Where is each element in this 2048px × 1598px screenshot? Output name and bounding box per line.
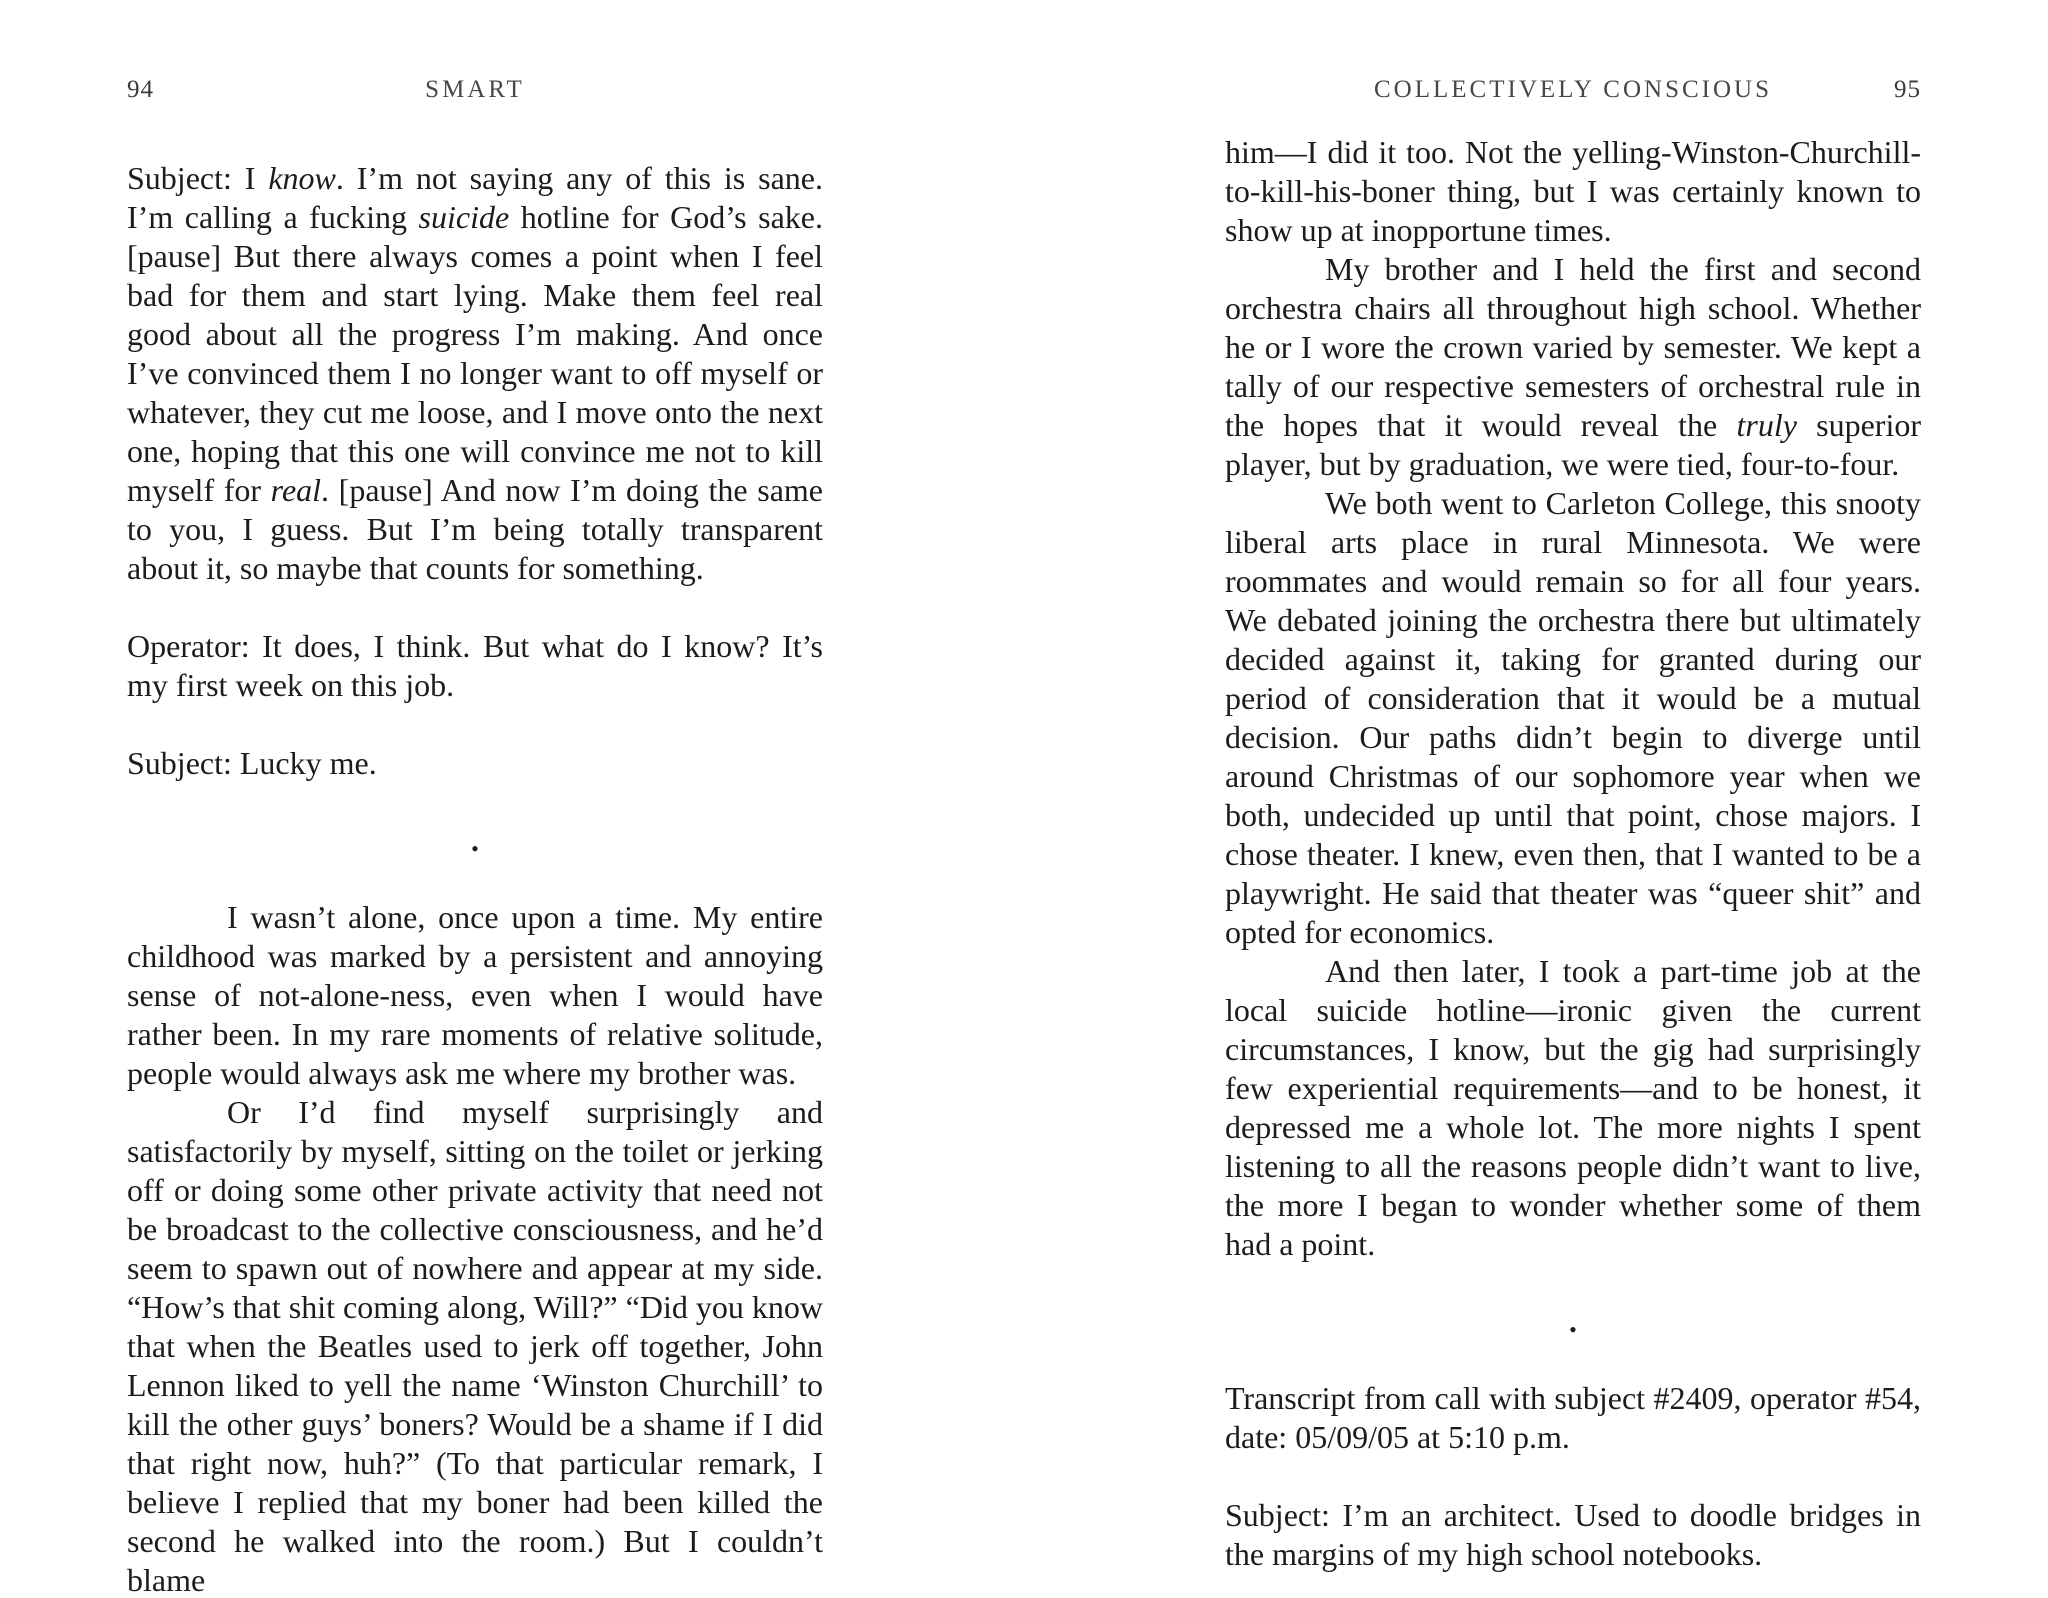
- section-break-dot: •: [471, 836, 479, 861]
- left-page-number: 94: [127, 76, 154, 103]
- dialogue-paragraph: Operator: It does, I think. But what do I know? It’s my first week on this job.: [127, 628, 823, 703]
- section-break-dot: •: [1569, 1317, 1577, 1342]
- left-running-head-row: [127, 76, 823, 106]
- prose-paragraph: him—I did it too. Not the yelling-Winston-Churchill-to-kill-his-boner thing, but I was certainly known to show up at inopportune times.: [1225, 134, 1921, 248]
- left-page-text-column: [127, 159, 823, 1598]
- prose-paragraph: We both went to Carleton College, this snooty liberal arts place in rural Minnesota. We were roommates and would remain so for all four years. We debated joining the orchestra there but ultimately decided against it, taking for granted during our period of consideration that it would be a mutual decision. Our paths didn’t begin to diverge until around Christmas of our sophomore year when we both, undecided up until that point, chose majors. I chose theater. I knew, even then, that I wanted to be a playwright. He said that theater was “queer shit” and opted for economics.: [1225, 485, 1921, 950]
- right-running-head: COLLECTIVELY CONSCIOUS: [1374, 76, 1772, 103]
- dialogue-paragraph: Subject: Lucky me.: [127, 745, 377, 781]
- prose-paragraph: I wasn’t alone, once upon a time. My entire childhood was marked by a persistent and annoying sense of not-alone-ness, even when I would have rather been. In my rare moments of relative solitude, people would always ask me where my brother was.: [127, 899, 823, 1091]
- right-running-head-row: [1225, 76, 1921, 106]
- prose-paragraph: And then later, I took a part-time job at the local suicide hotline—ironic given the current circumstances, I know, but the gig had surprisingly few experiential requirements—and to be honest, it depressed me a whole lot. The more nights I spent listening to all the reasons people didn’t want to live, the more I began to wonder whether some of them had a point.: [1225, 953, 1921, 1262]
- right-page-text-column: [1225, 133, 1921, 1574]
- left-running-head: SMART: [425, 76, 525, 103]
- prose-paragraph: Or I’d find myself surprisingly and satisfactorily by myself, sitting on the toilet or jerking off or doing some other private activity that need not be broadcast to the collective consciousness, and he’d seem to spawn out of nowhere and appear at my side. “How’s that shit coming along, Will?” “Did you know that when the Beatles used to jerk off together, John Lennon liked to yell the name ‘Winston Churchill’ to kill the other guys’ boners? Would be a shame if I did that right now, huh?” (To that particular remark, I believe I replied that my boner had been killed the second he walked into the room.) But I couldn’t blame: [127, 1094, 823, 1598]
- right-page-number: 95: [1894, 76, 1921, 103]
- dialogue-paragraph: Subject: I know. I’m not saying any of this is sane. I’m calling a fucking suicide hotline for God’s sake. [pause] But there always comes a point when I feel bad for them and start lying. Make them feel real good about all the progress I’m making. And once I’ve convinced them I no longer want to off myself or whatever, they cut me loose, and I move onto the next one, hoping that this one will convince me not to kill myself for real. [pause] And now I’m doing the same to you, I guess. But I’m being totally transparent about it, so maybe that counts for something.: [127, 160, 824, 586]
- dialogue-paragraph: Subject: I’m an architect. Used to doodle bridges in the margins of my high school notebooks.: [1225, 1497, 1921, 1572]
- prose-paragraph: My brother and I held the first and second orchestra chairs all throughout high school. Whether he or I wore the crown varied by semester. We kept a tally of our respective semesters of orchestral rule in the hopes that it would reveal the truly superior player, but by graduation, we were tied, four-to-four.: [1225, 251, 1922, 482]
- dialogue-paragraph: Transcript from call with subject #2409, operator #54, date: 05/09/05 at 5:10 p.m.: [1225, 1380, 1921, 1455]
